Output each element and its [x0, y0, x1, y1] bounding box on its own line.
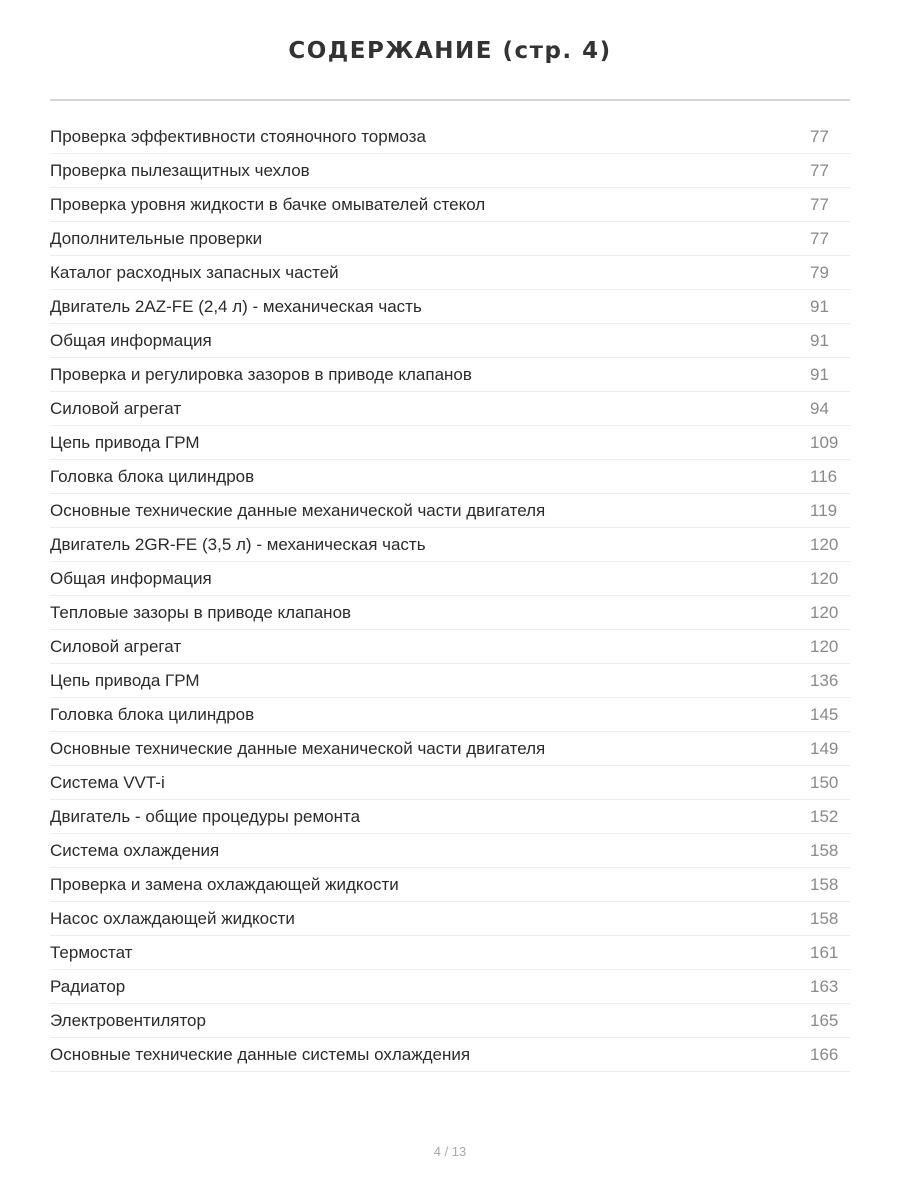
toc-entry-page-number: 77: [810, 160, 829, 180]
toc-entry[interactable]: [50, 256, 850, 290]
toc-entry[interactable]: [50, 528, 850, 562]
toc-entry[interactable]: [50, 222, 850, 256]
toc-entry-page-number: 165: [810, 1010, 839, 1030]
toc-entry-title[interactable]: Проверка и регулировка зазоров в приводе клапанов: [50, 364, 472, 384]
title-divider: [50, 99, 850, 101]
page-indicator: 4 / 13: [433, 1144, 467, 1159]
toc-entry-title[interactable]: Проверка эффективности стояночного тормоза: [50, 126, 426, 146]
toc-entry[interactable]: [50, 188, 850, 222]
toc-entry-page-number: 94: [810, 398, 829, 418]
toc-entry-title[interactable]: Общая информация: [50, 568, 212, 588]
toc-entry[interactable]: [50, 630, 850, 664]
toc-entry-page-number: 77: [810, 126, 829, 146]
toc-entry-page-number: 150: [810, 772, 839, 792]
toc-entry-page-number: 136: [810, 670, 839, 690]
toc-entry-page-number: 119: [810, 500, 838, 520]
toc-entry-title[interactable]: Электровентилятор: [50, 1010, 206, 1030]
toc-entry-title[interactable]: Двигатель - общие процедуры ремонта: [50, 806, 361, 826]
toc-entry-page-number: 120: [810, 636, 839, 656]
toc-entry-page-number: 91: [810, 330, 829, 350]
toc-entry-page-number: 120: [810, 602, 839, 622]
toc-entry[interactable]: [50, 324, 850, 358]
toc-entry-title[interactable]: Двигатель 2GR-FE (3,5 л) - механическая часть: [50, 534, 426, 554]
toc-entry[interactable]: [50, 868, 850, 902]
toc-entry[interactable]: [50, 732, 850, 766]
toc-entry[interactable]: [50, 154, 850, 188]
toc-entry-title[interactable]: Двигатель 2AZ-FE (2,4 л) - механическая часть: [50, 296, 422, 316]
toc-list: [50, 120, 850, 1072]
toc-entry[interactable]: [50, 562, 850, 596]
toc-entry-title[interactable]: Основные технические данные механической части двигателя: [50, 500, 546, 520]
toc-entry[interactable]: [50, 834, 850, 868]
toc-entry[interactable]: [50, 936, 850, 970]
toc-entry-page-number: 109: [810, 432, 839, 452]
toc-entry[interactable]: [50, 358, 850, 392]
toc-entry-title[interactable]: Общая информация: [50, 330, 212, 350]
toc-entry-title[interactable]: Проверка уровня жидкости в бачке омывателей стекол: [50, 194, 486, 214]
toc-entry[interactable]: [50, 970, 850, 1004]
toc-entry-page-number: 145: [810, 704, 839, 724]
toc-entry[interactable]: [50, 664, 850, 698]
toc-entry-page-number: 158: [810, 874, 839, 894]
toc-entry[interactable]: [50, 426, 850, 460]
toc-entry[interactable]: [50, 392, 850, 426]
toc-entry-title[interactable]: Термостат: [50, 942, 133, 962]
toc-entry[interactable]: [50, 120, 850, 154]
toc-entry-page-number: 158: [810, 908, 839, 928]
toc-entry-title[interactable]: Система VVT-i: [50, 772, 165, 792]
toc-entry[interactable]: [50, 698, 850, 732]
toc-entry[interactable]: [50, 766, 850, 800]
toc-entry-page-number: 91: [810, 364, 829, 384]
toc-entry-page-number: 166: [810, 1044, 839, 1064]
toc-entry-title[interactable]: Дополнительные проверки: [50, 228, 263, 248]
toc-entry-page-number: 77: [810, 228, 829, 248]
toc-entry-page-number: 163: [810, 976, 839, 996]
toc-entry-title[interactable]: Основные технические данные системы охлаждения: [50, 1044, 471, 1064]
toc-entry-page-number: 91: [810, 296, 829, 316]
toc-entry-title[interactable]: Тепловые зазоры в приводе клапанов: [50, 602, 352, 622]
page-title: СОДЕРЖАНИЕ (стр. 4): [288, 38, 612, 64]
toc-entry-page-number: 149: [810, 738, 839, 758]
toc-entry-page-number: 116: [810, 466, 838, 486]
toc-entry-title[interactable]: Цепь привода ГРМ: [50, 432, 200, 452]
toc-entry[interactable]: [50, 902, 850, 936]
toc-entry-title[interactable]: Проверка пылезащитных чехлов: [50, 160, 310, 180]
toc-entry-page-number: 161: [810, 942, 839, 962]
toc-entry-page-number: 120: [810, 534, 839, 554]
toc-entry[interactable]: [50, 494, 850, 528]
toc-entry[interactable]: [50, 290, 850, 324]
toc-entry-title[interactable]: Проверка и замена охлаждающей жидкости: [50, 874, 399, 894]
toc-entry-page-number: 79: [810, 262, 829, 282]
toc-entry-page-number: 152: [810, 806, 839, 826]
toc-entry-title[interactable]: Основные технические данные механической части двигателя: [50, 738, 546, 758]
toc-entry[interactable]: [50, 596, 850, 630]
toc-entry-page-number: 120: [810, 568, 839, 588]
toc-entry-title[interactable]: Радиатор: [50, 976, 126, 996]
toc-entry-title[interactable]: Цепь привода ГРМ: [50, 670, 200, 690]
toc-entry[interactable]: [50, 800, 850, 834]
toc-entry-title[interactable]: Каталог расходных запасных частей: [50, 262, 339, 282]
toc-entry[interactable]: [50, 460, 850, 494]
toc-entry-title[interactable]: Головка блока цилиндров: [50, 466, 255, 486]
toc-entry-title[interactable]: Насос охлаждающей жидкости: [50, 908, 295, 928]
toc-entry-page-number: 77: [810, 194, 829, 214]
toc-entry[interactable]: [50, 1038, 850, 1072]
toc-entry-title[interactable]: Силовой агрегат: [50, 636, 182, 656]
toc-entry-title[interactable]: Силовой агрегат: [50, 398, 182, 418]
toc-entry-title[interactable]: Головка блока цилиндров: [50, 704, 255, 724]
toc-entry[interactable]: [50, 1004, 850, 1038]
toc-entry-page-number: 158: [810, 840, 839, 860]
toc-entry-title[interactable]: Система охлаждения: [50, 840, 220, 860]
